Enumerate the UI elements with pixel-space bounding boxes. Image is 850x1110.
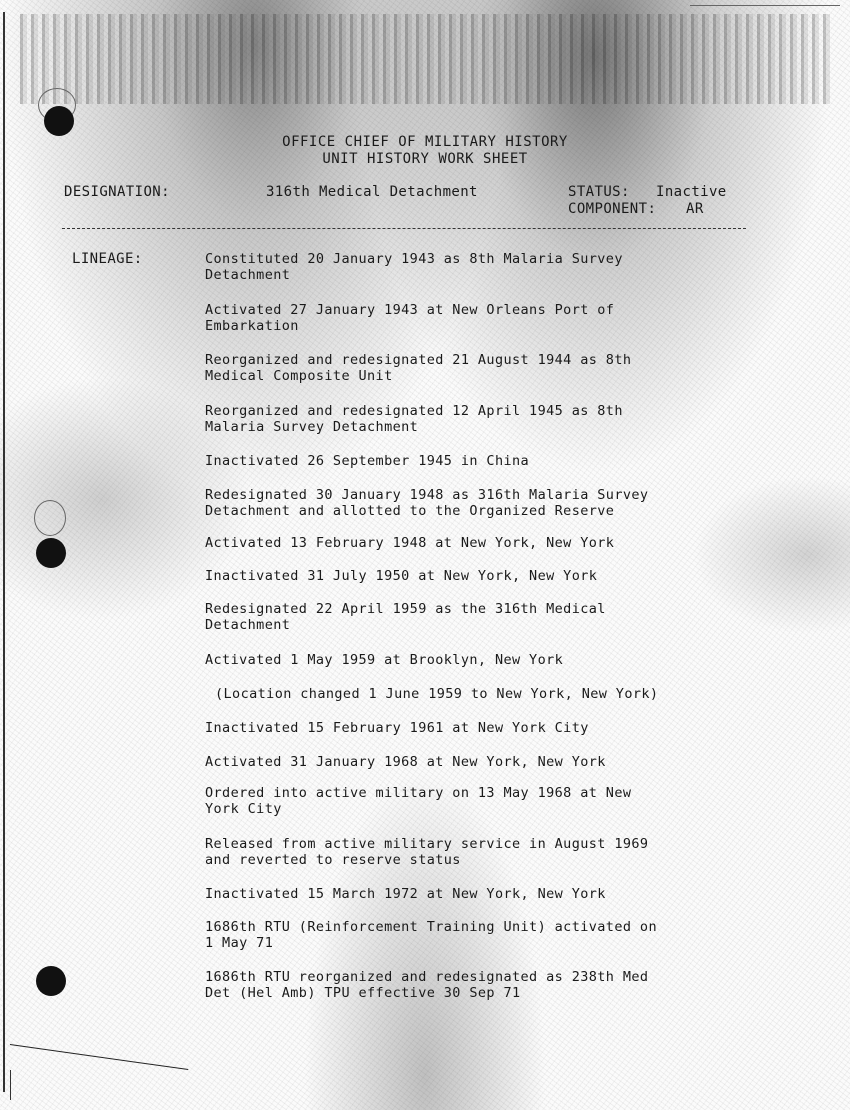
lineage-entry: Activated 31 January 1968 at New York, New York (205, 754, 606, 770)
lineage-label: LINEAGE: (72, 251, 143, 267)
lineage-entry: 1686th RTU reorganized and redesignated as 238th Med Det (Hel Amb) TPU effective 30 Sep 71 (205, 969, 649, 1001)
office-title: OFFICE CHIEF OF MILITARY HISTORY (282, 134, 568, 150)
lineage-entry: Constituted 20 January 1943 as 8th Malaria Survey Detachment (205, 251, 623, 283)
punch-hole (44, 106, 74, 136)
lineage-entry: 1686th RTU (Reinforcement Training Unit) activated on 1 May 71 (205, 919, 657, 951)
lineage-entry: Inactivated 15 March 1972 at New York, New York (205, 886, 606, 902)
top-edge-line (690, 5, 840, 6)
corner-mark (10, 1070, 21, 1100)
component-label: COMPONENT: (568, 201, 657, 217)
lineage-entry: Ordered into active military on 13 May 1968 at New York City (205, 785, 632, 817)
header-divider (62, 228, 746, 229)
punch-hole-ring (34, 500, 66, 536)
status-label: STATUS: (568, 184, 630, 200)
lineage-entry: Inactivated 26 September 1945 in China (205, 453, 530, 469)
worksheet-title: UNIT HISTORY WORK SHEET (322, 151, 528, 167)
lineage-entry: Activated 13 February 1948 at New York, New York (205, 535, 615, 551)
lineage-entry: Reorganized and redesignated 21 August 1944 as 8th Medical Composite Unit (205, 352, 632, 384)
component-value: AR (686, 201, 704, 217)
scan-stroke (10, 1044, 188, 1070)
page-edge-line (3, 12, 5, 1092)
lineage-entry: Redesignated 22 April 1959 as the 316th Medical Detachment (205, 601, 606, 633)
lineage-entry: Redesignated 30 January 1948 as 316th Malaria Survey Detachment and allotted to the Organized Reserve (205, 487, 649, 519)
lineage-entry: Released from active military service in August 1969 and reverted to reserve status (205, 836, 649, 868)
status-value: Inactive (656, 184, 727, 200)
lineage-entry: Inactivated 15 February 1961 at New York City (205, 720, 589, 736)
punch-hole (36, 538, 66, 568)
scan-noise-band (20, 14, 830, 104)
designation-label: DESIGNATION: (64, 184, 170, 200)
punch-hole (36, 966, 66, 996)
lineage-entry: Inactivated 31 July 1950 at New York, New York (205, 568, 598, 584)
lineage-entry: Activated 27 January 1943 at New Orleans Port of Embarkation (205, 302, 615, 334)
lineage-entry-note: (Location changed 1 June 1959 to New York, New York) (215, 686, 659, 702)
designation-value: 316th Medical Detachment (266, 184, 478, 200)
lineage-entry: Activated 1 May 1959 at Brooklyn, New York (205, 652, 564, 668)
lineage-entry: Reorganized and redesignated 12 April 1945 as 8th Malaria Survey Detachment (205, 403, 623, 435)
